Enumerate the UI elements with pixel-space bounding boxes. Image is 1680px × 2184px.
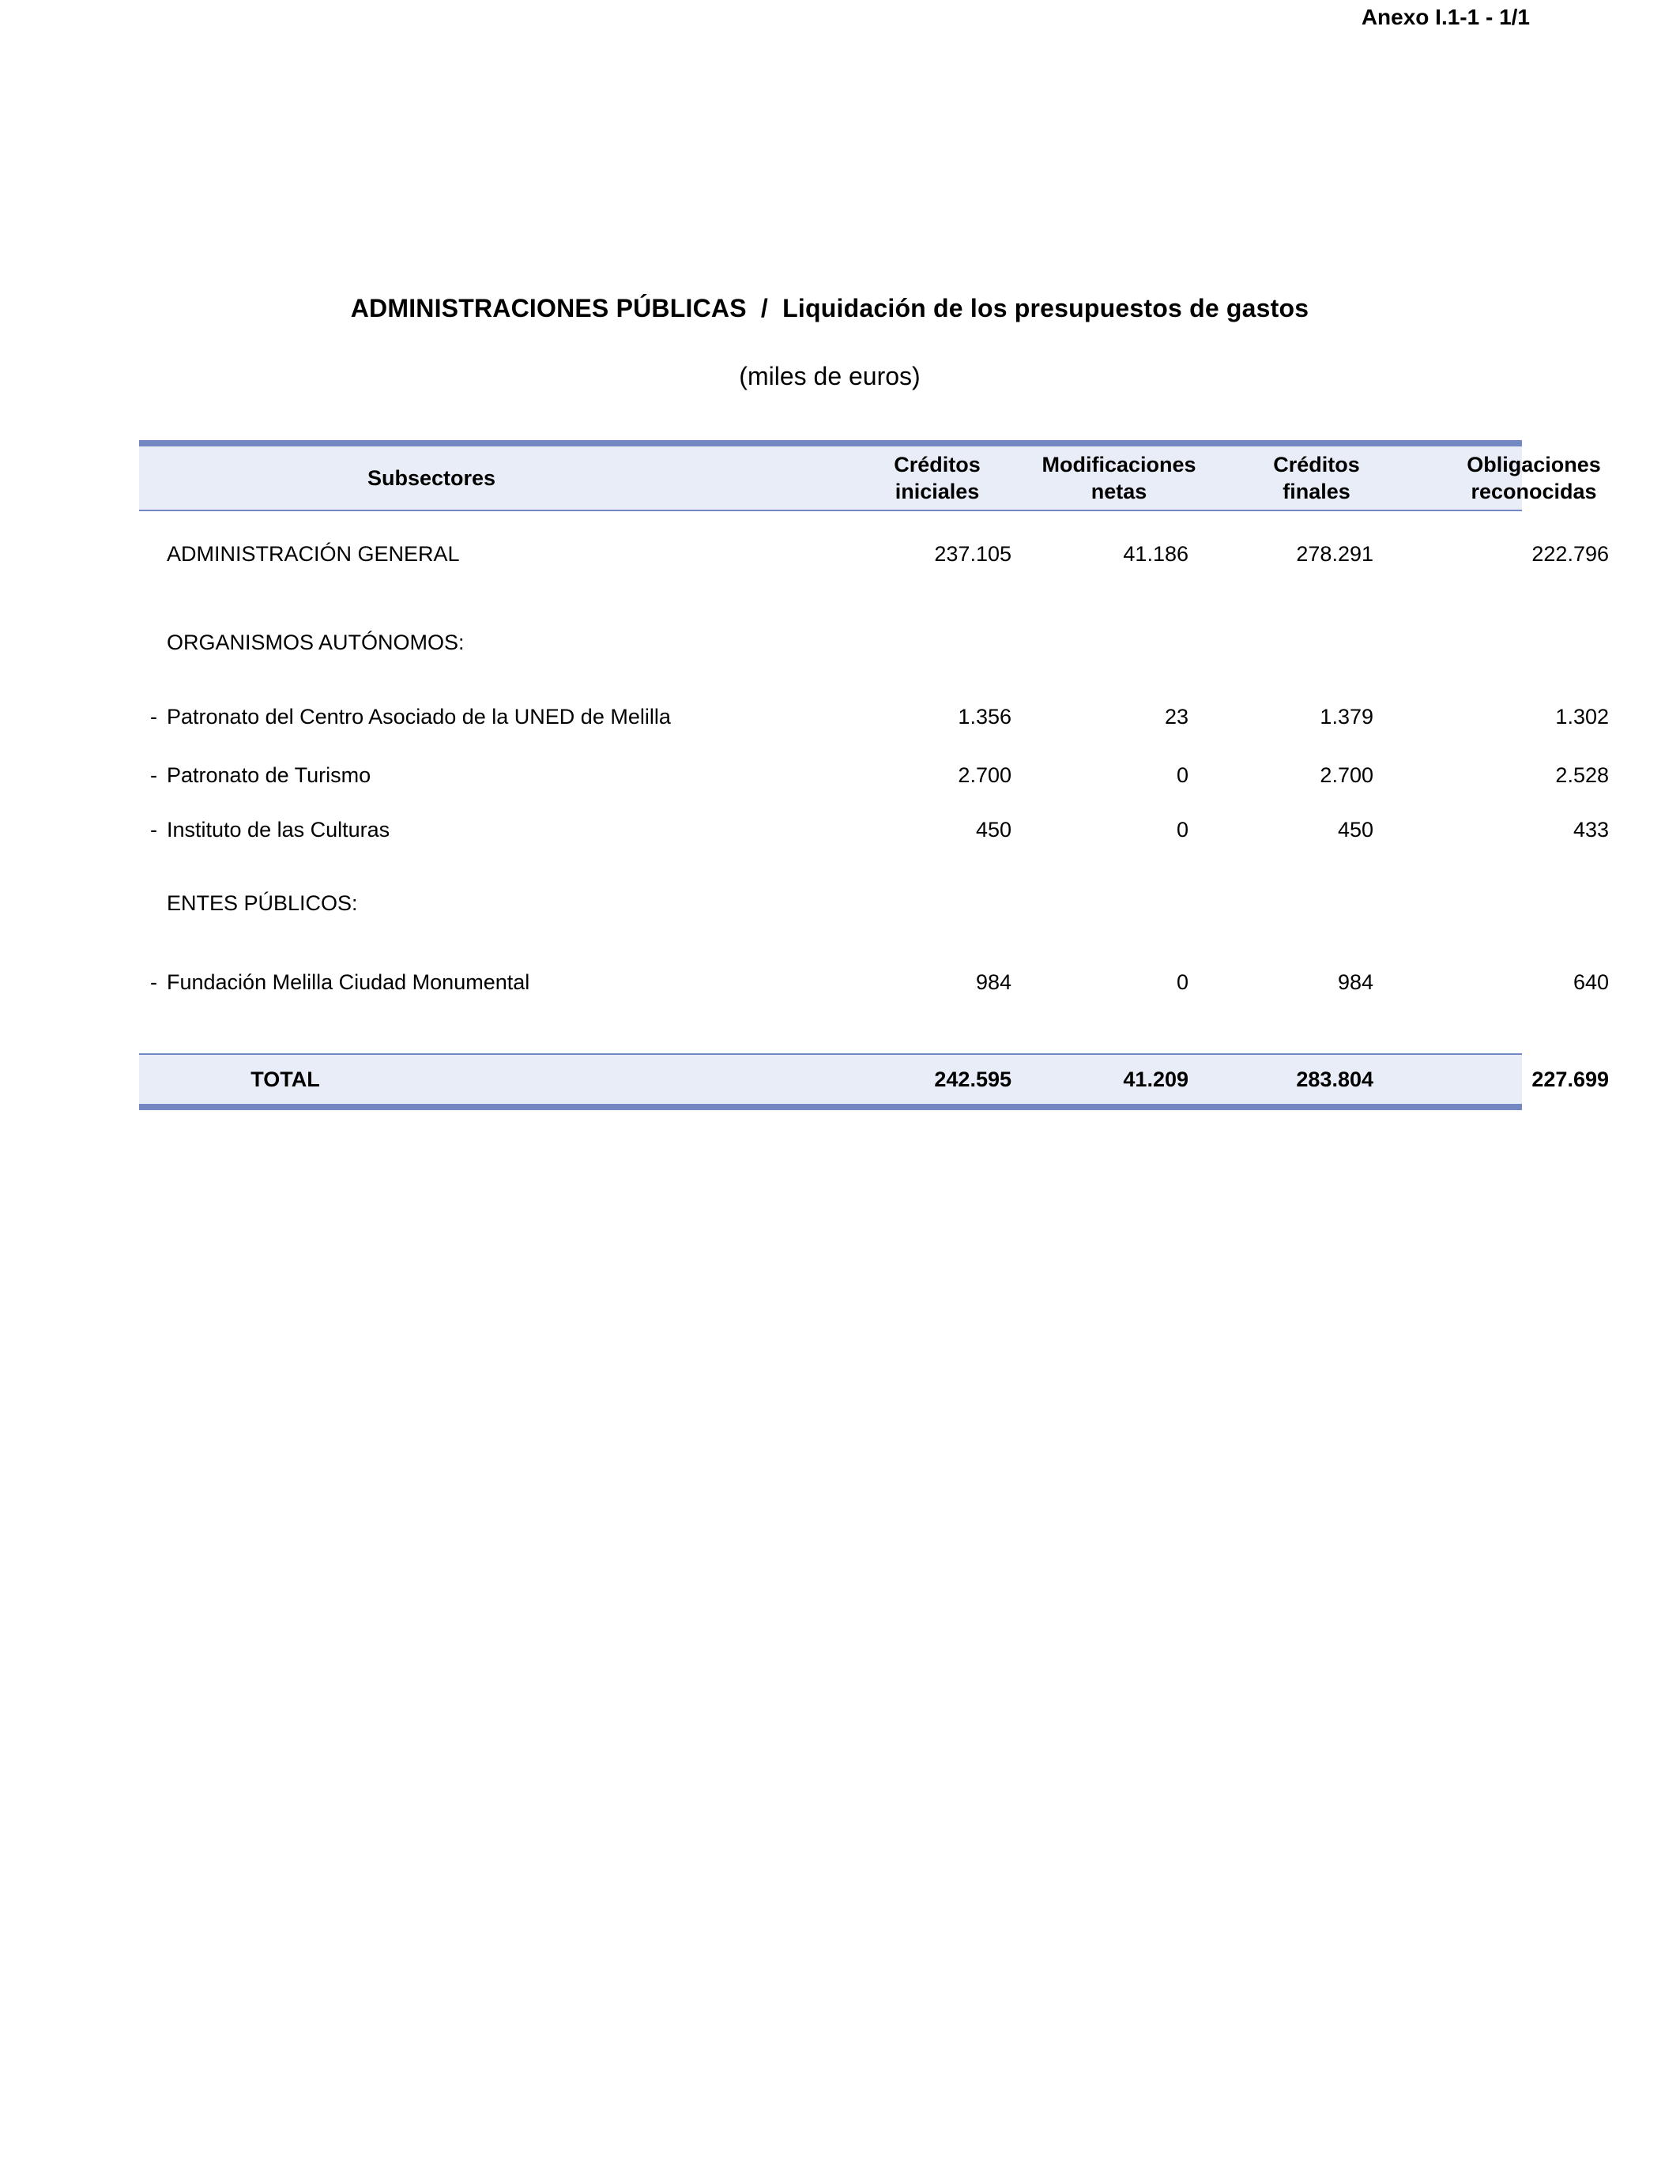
document-title: ADMINISTRACIONES PÚBLICAS / Liquidación de los presupuestos de gastos [350,294,1309,322]
table-bottom-rule [139,1104,1522,1110]
table-header [139,446,1601,511]
cell-obligaciones: 433 [1573,818,1609,842]
table-row [139,814,1609,845]
header-subsectores-label: Subsectores [367,466,496,490]
section-label-organismos: ORGANISMOS AUTÓNOMOS: [167,631,465,654]
table-row [139,759,1609,791]
row-dash: - [150,818,157,842]
table-total-row [139,1055,1609,1104]
cell-obligaciones: 222.796 [1531,542,1609,566]
cell-obligaciones: 2.528 [1555,763,1609,787]
row-label: Patronato del Centro Asociado de la UNED de Melilla [167,705,671,729]
cell-creditos-finales: 1.379 [1320,705,1373,729]
row-dash: - [150,763,157,787]
cell-modificaciones: 0 [1176,763,1188,787]
cell-obligaciones: 640 [1573,970,1609,994]
annex-label: Anexo I.1-1 - 1/1 [1361,5,1530,29]
table-row [139,966,1609,998]
row-label: Fundación Melilla Ciudad Monumental [167,970,530,994]
total-creditos-finales: 283.804 [1296,1068,1373,1091]
table-top-rule [139,440,1522,446]
header-modificaciones-line1: Modificaciones [1042,453,1196,476]
row-label: Patronato de Turismo [167,763,371,787]
header-modificaciones-line2: netas [1090,480,1147,503]
cell-creditos-iniciales: 237.105 [934,542,1011,566]
row-dash: - [150,705,157,729]
total-modificaciones: 41.209 [1123,1068,1188,1091]
cell-obligaciones: 1.302 [1555,705,1609,729]
budget-table [139,440,1609,1110]
cell-creditos-finales: 2.700 [1320,763,1373,787]
total-obligaciones: 227.699 [1531,1068,1609,1091]
table-body [139,511,1609,1055]
cell-modificaciones: 23 [1164,705,1188,729]
cell-creditos-finales: 450 [1337,818,1373,842]
header-obligaciones-line2: reconocidas [1471,480,1597,503]
total-creditos-iniciales: 242.595 [934,1068,1011,1091]
section-label-entes: ENTES PÚBLICOS: [167,891,358,915]
cell-creditos-finales: 278.291 [1296,542,1373,566]
cell-modificaciones: 0 [1176,818,1188,842]
row-label: ADMINISTRACIÓN GENERAL [167,542,460,566]
cell-creditos-iniciales: 1.356 [958,705,1011,729]
cell-modificaciones: 0 [1176,970,1188,994]
row-label: Instituto de las Culturas [167,818,390,842]
row-dash: - [150,970,157,994]
cell-creditos-iniciales: 984 [975,970,1011,994]
table-section-row [139,627,1522,658]
header-creditos-finales-line1: Créditos [1273,453,1360,476]
header-creditos-iniciales-line2: iniciales [895,480,980,503]
header-creditos-iniciales-line1: Créditos [894,453,981,476]
cell-creditos-finales: 984 [1337,970,1373,994]
header-creditos-finales-line2: finales [1283,480,1350,503]
table-row [139,538,1609,570]
header-modificaciones [1024,446,1214,510]
header-obligaciones-line1: Obligaciones [1467,453,1601,476]
total-label: TOTAL [250,1068,320,1091]
document-subtitle: (miles de euros) [739,362,921,390]
cell-creditos-iniciales: 450 [975,818,1011,842]
header-creditos-finales [1230,446,1403,510]
table-row [139,701,1609,732]
cell-creditos-iniciales: 2.700 [958,763,1011,787]
cell-modificaciones: 41.186 [1123,542,1188,566]
header-obligaciones [1419,446,1648,510]
header-creditos-iniciales [850,446,1024,510]
table-section-row [139,887,1522,919]
header-subsectores [139,446,724,510]
